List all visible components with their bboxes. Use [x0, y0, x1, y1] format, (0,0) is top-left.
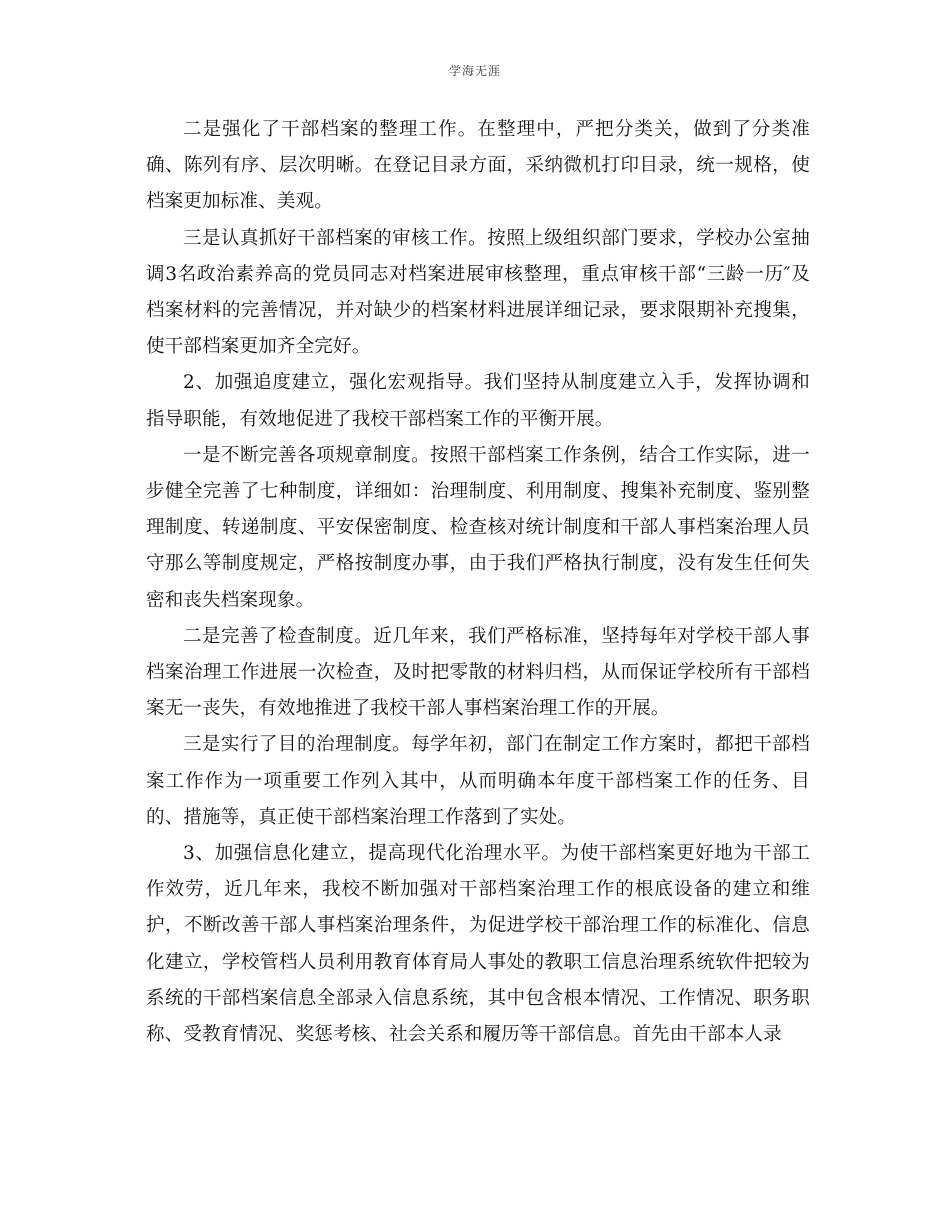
paragraph-target-management: 三是实行了目的治理制度。每学年初，部门在制定工作方案时，都把干部档案工作作为一项重要工作列入其中，从而明确本年度干部档案工作的任务、目的、措施等，真正使干部档案治理工作落到了实处。 [146, 734, 810, 828]
paragraph-archive-review: 三是认真抓好干部档案的审核工作。按照上级组织部门要求，学校办公室抽调3名政治素养高的党员同志对档案进展审核整理，重点审核干部“三龄一历″及档案材料的完善情况，并对缺少的档案材料进展详细记录，要求限期补充搜集，使干部档案更加齐全完好。 [146, 227, 810, 358]
page-header: 学海无涯 [448, 64, 501, 78]
paragraph-informatization: 3、加强信息化建立，提高现代化治理水平。为使干部档案更好地为干部工作效劳，近几年来，我校不断加强对干部档案治理工作的根底设备的建立和维护，不断改善干部人事档案治理条件，为促进学校干部治理工作的标准化、信息化建立，学校管档人员利用教育体育局人事处的教职工信息治理系统软件把较为系统的干部档案信息全部录入信息系统，其中包含根本情况、工作情况、职务职称、受教育情况、奖惩考核、社会关系和履历等干部信息。首先由干部本人录 [146, 843, 810, 1046]
paragraph-system-building: 2、加强追度建立，强化宏观指导。我们坚持从制度建立入手，发挥协调和指导职能，有效地促进了我校干部档案工作的平衡开展。 [146, 372, 810, 430]
paragraph-inspection-system: 二是完善了检查制度。近几年来，我们严格标准，坚持每年对学校干部人事档案治理工作进展一次检查，及时把零散的材料归档，从而保证学校所有干部档案无一丧失，有效地推进了我校干部人事档案治理工作的开展。 [146, 625, 810, 720]
document-body [146, 112, 810, 1053]
paragraph-rules-improvement: 一是不断完善各项规章制度。按照干部档案工作条例，结合工作实际，进一步健全完善了七种制度，详细如：治理制度、利用制度、搜集补充制度、鉴别整理制度、转递制度、平安保密制度、检查核对统计制度和干部人事档案治理人员守那么等制度规定，严格按制度办事，由于我们严格执行制度，没有发生任何失密和丧失档案现象。 [146, 444, 810, 611]
paragraph-archive-organizing: 二是强化了干部档案的整理工作。在整理中，严把分类关，做到了分类准确、陈列有序、层次明晰。在登记目录方面，采纳微机打印目录，统一规格，使档案更加标准、美观。 [146, 119, 810, 213]
